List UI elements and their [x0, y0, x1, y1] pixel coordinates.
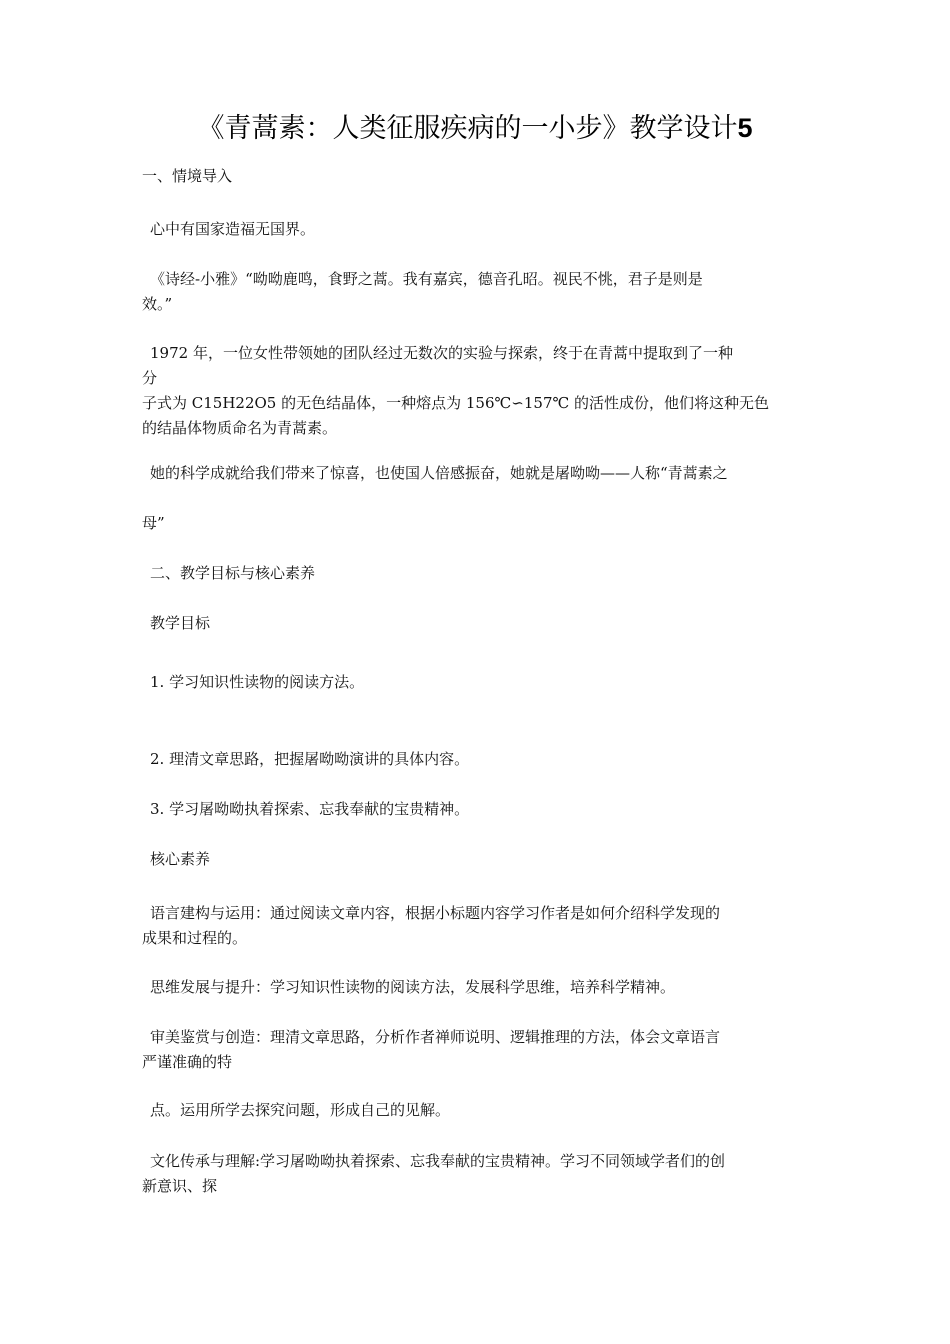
- section-heading-intro: 一、情境导入: [142, 167, 233, 185]
- paragraph-line: 分: [142, 369, 158, 387]
- section-heading-goals: 二、教学目标与核心素养: [150, 564, 316, 582]
- paragraph-line: 子式为 C15H22O5 的无色结晶体，一种熔点为 156℃∽157℃ 的活性成份，他们将这种无色: [142, 394, 770, 412]
- subheading-teaching-goals: 教学目标: [150, 614, 211, 632]
- title-text: 《青蒿素：人类征服疾病的一小步》教学设计: [197, 113, 738, 144]
- paragraph-line: 心中有国家造福无国界。: [150, 220, 316, 238]
- paragraph-line: 新意识、探: [142, 1177, 218, 1195]
- subheading-core-literacy: 核心素养: [150, 850, 211, 868]
- paragraph-line: 语言建构与运用：通过阅读文章内容，根据小标题内容学习作者是如何介绍科学发现的: [150, 904, 721, 922]
- goal-item: 3. 学习屠呦呦执着探索、忘我奉献的宝贵精神。: [150, 800, 470, 818]
- paragraph-line: 思维发展与提升：学习知识性读物的阅读方法，发展科学思维，培养科学精神。: [150, 978, 676, 996]
- paragraph-line: 效。”: [142, 295, 173, 313]
- title-number: 5: [737, 113, 753, 143]
- paragraph-line: 审美鉴赏与创造：理清文章思路，分析作者禅师说明、逻辑推理的方法，体会文章语言: [150, 1028, 721, 1046]
- goal-item: 2. 理清文章思路，把握屠呦呦演讲的具体内容。: [150, 750, 470, 768]
- paragraph-line: 1972 年，一位女性带领她的团队经过无数次的实验与探索，终于在青蒿中提取到了一种: [150, 344, 733, 362]
- paragraph-line: 文化传承与理解:学习屠呦呦执着探索、忘我奉献的宝贵精神。学习不同领域学者们的创: [150, 1152, 726, 1170]
- paragraph-line: 母”: [142, 514, 165, 532]
- goal-item: 1. 学习知识性读物的阅读方法。: [150, 673, 365, 691]
- paragraph-line: 《诗经-小雅》“呦呦鹿鸣，食野之蒿。我有嘉宾，德音孔昭。视民不恌，君子是则是: [150, 270, 703, 288]
- paragraph-line: 的结晶体物质命名为青蒿素。: [142, 419, 338, 437]
- paragraph-line: 成果和过程的。: [142, 929, 248, 947]
- paragraph-line: 点。运用所学去探究问题，形成自己的见解。: [150, 1101, 451, 1119]
- document-title: [0, 108, 950, 149]
- paragraph-line: 她的科学成就给我们带来了惊喜，也使国人倍感振奋，她就是屠呦呦——人称“青蒿素之: [150, 464, 728, 482]
- paragraph-line: 严谨准确的特: [142, 1053, 233, 1071]
